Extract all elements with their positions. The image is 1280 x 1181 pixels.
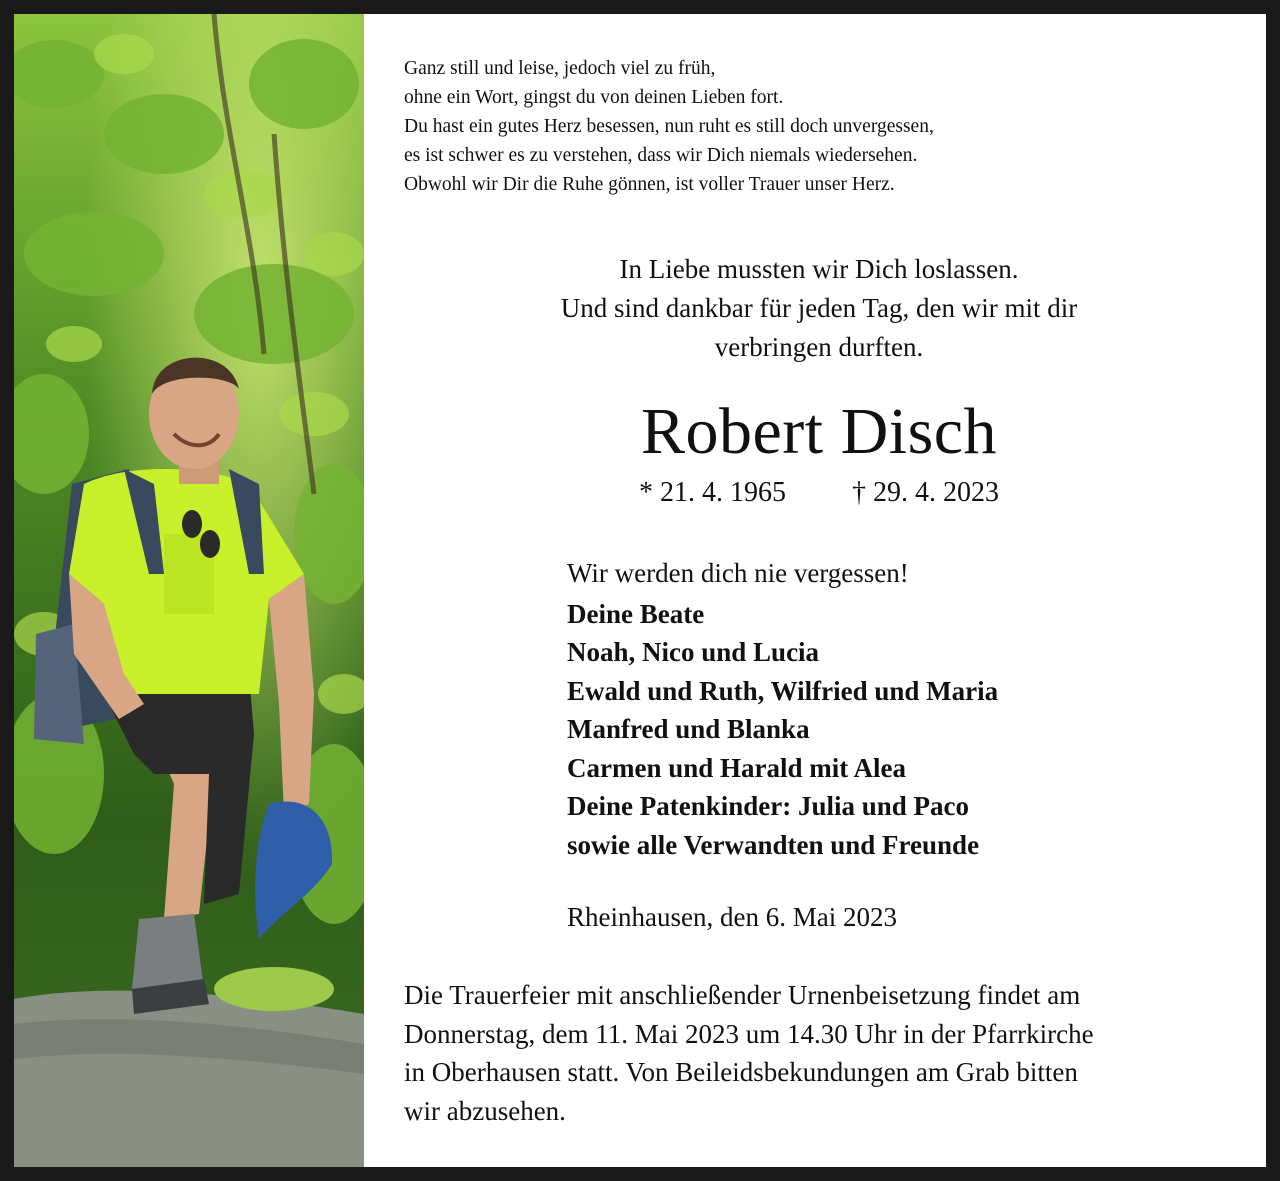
funeral-notice: [404, 976, 1234, 1130]
family-line: Carmen und Harald mit Alea: [567, 752, 907, 783]
poem-line: Du hast ein gutes Herz besessen, nun ruht es still doch unvergessen,: [404, 116, 934, 137]
obituary-card: [14, 14, 1266, 1167]
farewell-line: In Liebe mussten wir Dich loslassen.: [619, 254, 1019, 284]
poem-line: Ganz still und leise, jedoch viel zu früh,: [404, 58, 716, 79]
notice-line: in Oberhausen statt. Von Beileidsbekundungen am Grab bitten: [404, 1057, 1078, 1087]
obituary-text: [404, 14, 1234, 1167]
motto: Wir werden dich nie vergessen!: [567, 558, 909, 588]
birth-date: * 21. 4. 1965: [639, 477, 786, 508]
family-list: [567, 595, 998, 865]
poem-line: ohne ein Wort, gingst du von deinen Lieben fort.: [404, 87, 784, 108]
place-and-date: Rheinhausen, den 6. Mai 2023: [567, 902, 897, 932]
family-line: Manfred und Blanka: [567, 714, 810, 744]
notice-line: Die Trauerfeier mit anschließender Urnenbeisetzung findet am: [404, 980, 1081, 1010]
mourners-block: [567, 554, 998, 864]
family-line: sowie alle Verwandten und Freunde: [567, 829, 980, 860]
notice-line: Donnerstag, dem 11. Mai 2023 um 14.30 Uhr in der Pfarrkirche: [404, 1018, 1094, 1049]
farewell-line: Und sind dankbar für jeden Tag, den wir mit dir: [560, 293, 1078, 323]
life-dates: [404, 476, 1234, 510]
family-line: Deine Patenkinder: Julia und Paco: [567, 791, 970, 821]
family-line: Ewald und Ruth, Wilfried und Maria: [567, 675, 999, 706]
farewell-line: verbringen durften.: [714, 332, 924, 362]
family-line: Deine Beate: [567, 598, 705, 629]
poem-line: Obwohl wir Dir die Ruhe gönnen, ist voller Trauer unser Herz.: [404, 174, 895, 195]
poem: [404, 54, 934, 199]
farewell-text: [404, 250, 1234, 367]
deceased-name: Robert Disch: [640, 395, 998, 468]
poem-line: es ist schwer es zu verstehen, dass wir Dich niemals wiedersehen.: [404, 145, 918, 166]
death-date: † 29. 4. 2023: [852, 477, 999, 508]
notice-line: wir abzusehen.: [404, 1095, 566, 1126]
hiker-in-forest-image: [14, 14, 364, 1167]
memorial-photo: [14, 14, 364, 1167]
family-line: Noah, Nico und Lucia: [567, 637, 820, 667]
